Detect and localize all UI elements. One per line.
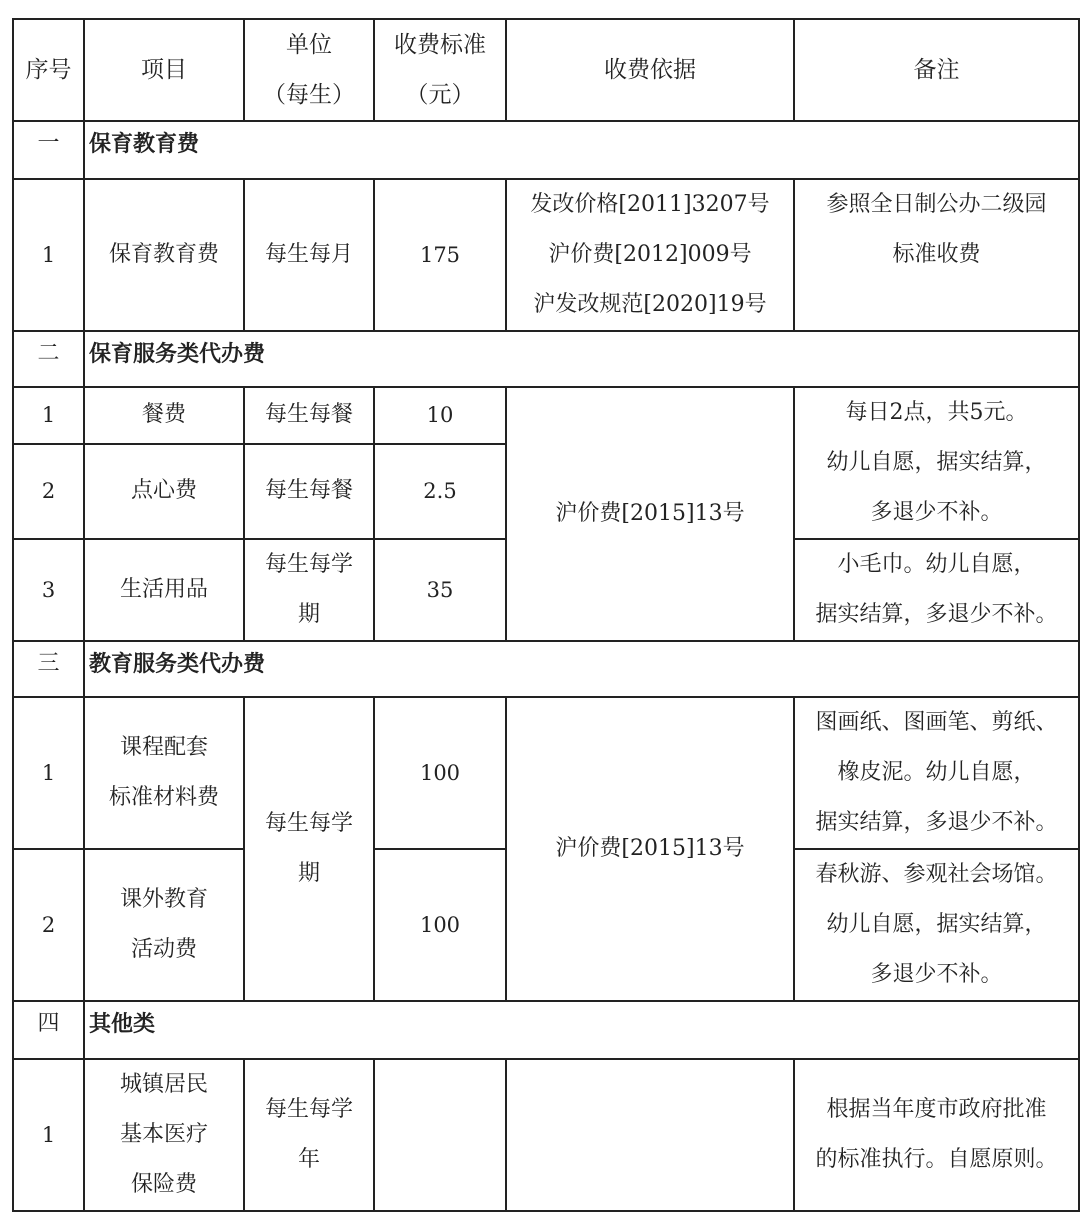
row-unit: 每生每餐 <box>244 444 374 539</box>
row-seq: 1 <box>13 1059 84 1211</box>
row-seq: 1 <box>13 697 84 849</box>
header-unit: 单位 （每生） <box>244 19 374 121</box>
row-unit: 每生每学 期 <box>244 697 374 1001</box>
row-item: 保育教育费 <box>84 179 244 331</box>
row-item: 城镇居民 基本医疗 保险费 <box>84 1059 244 1211</box>
row-remark: 小毛巾。幼儿自愿， 据实结算，多退少不补。 <box>794 539 1079 641</box>
table-row <box>13 387 1079 444</box>
row-item: 课外教育 活动费 <box>84 849 244 1001</box>
section-title: 教育服务类代办费 <box>84 641 1079 697</box>
table-row <box>13 1059 1079 1211</box>
header-item: 项目 <box>84 19 244 121</box>
section-number: 一 <box>13 121 84 179</box>
section-title: 保育教育费 <box>84 121 1079 179</box>
row-unit: 每生每餐 <box>244 387 374 444</box>
row-remark: 参照全日制公办二级园 标准收费 <box>794 179 1079 331</box>
section-row <box>13 121 1079 179</box>
section-row <box>13 1001 1079 1059</box>
row-unit: 每生每学 年 <box>244 1059 374 1211</box>
section-row <box>13 331 1079 387</box>
row-item: 课程配套 标准材料费 <box>84 697 244 849</box>
row-standard: 2.5 <box>374 444 506 539</box>
row-standard: 100 <box>374 849 506 1001</box>
table-row <box>13 697 1079 849</box>
section-number: 四 <box>13 1001 84 1059</box>
section-title: 保育服务类代办费 <box>84 331 1079 387</box>
row-standard: 35 <box>374 539 506 641</box>
section-number: 三 <box>13 641 84 697</box>
section-number: 二 <box>13 331 84 387</box>
table-row <box>13 179 1079 331</box>
row-seq: 2 <box>13 444 84 539</box>
row-standard: 175 <box>374 179 506 331</box>
row-unit: 每生每月 <box>244 179 374 331</box>
header-row <box>13 19 1079 121</box>
header-basis: 收费依据 <box>506 19 794 121</box>
section-title: 其他类 <box>84 1001 1079 1059</box>
header-standard: 收费标准 （元） <box>374 19 506 121</box>
row-standard <box>374 1059 506 1211</box>
row-seq: 2 <box>13 849 84 1001</box>
row-item: 点心费 <box>84 444 244 539</box>
header-seq: 序号 <box>13 19 84 121</box>
section-row <box>13 641 1079 697</box>
row-basis: 发改价格[2011]3207号 沪价费[2012]009号 沪发改规范[2020]19号 <box>506 179 794 331</box>
row-seq: 3 <box>13 539 84 641</box>
row-standard: 10 <box>374 387 506 444</box>
row-item: 餐费 <box>84 387 244 444</box>
row-remark: 根据当年度市政府批准 的标准执行。自愿原则。 <box>794 1059 1079 1211</box>
row-remark: 每日2点，共5元。 幼儿自愿，据实结算， 多退少不补。 <box>794 387 1079 539</box>
row-basis <box>506 1059 794 1211</box>
header-remark: 备注 <box>794 19 1079 121</box>
row-unit: 每生每学 期 <box>244 539 374 641</box>
row-basis: 沪价费[2015]13号 <box>506 387 794 641</box>
row-remark: 春秋游、参观社会场馆。 幼儿自愿，据实结算， 多退少不补。 <box>794 849 1079 1001</box>
row-standard: 100 <box>374 697 506 849</box>
fee-table <box>12 18 1080 1212</box>
row-remark: 图画纸、图画笔、剪纸、 橡皮泥。幼儿自愿， 据实结算，多退少不补。 <box>794 697 1079 849</box>
row-item: 生活用品 <box>84 539 244 641</box>
row-seq: 1 <box>13 179 84 331</box>
row-seq: 1 <box>13 387 84 444</box>
row-basis: 沪价费[2015]13号 <box>506 697 794 1001</box>
